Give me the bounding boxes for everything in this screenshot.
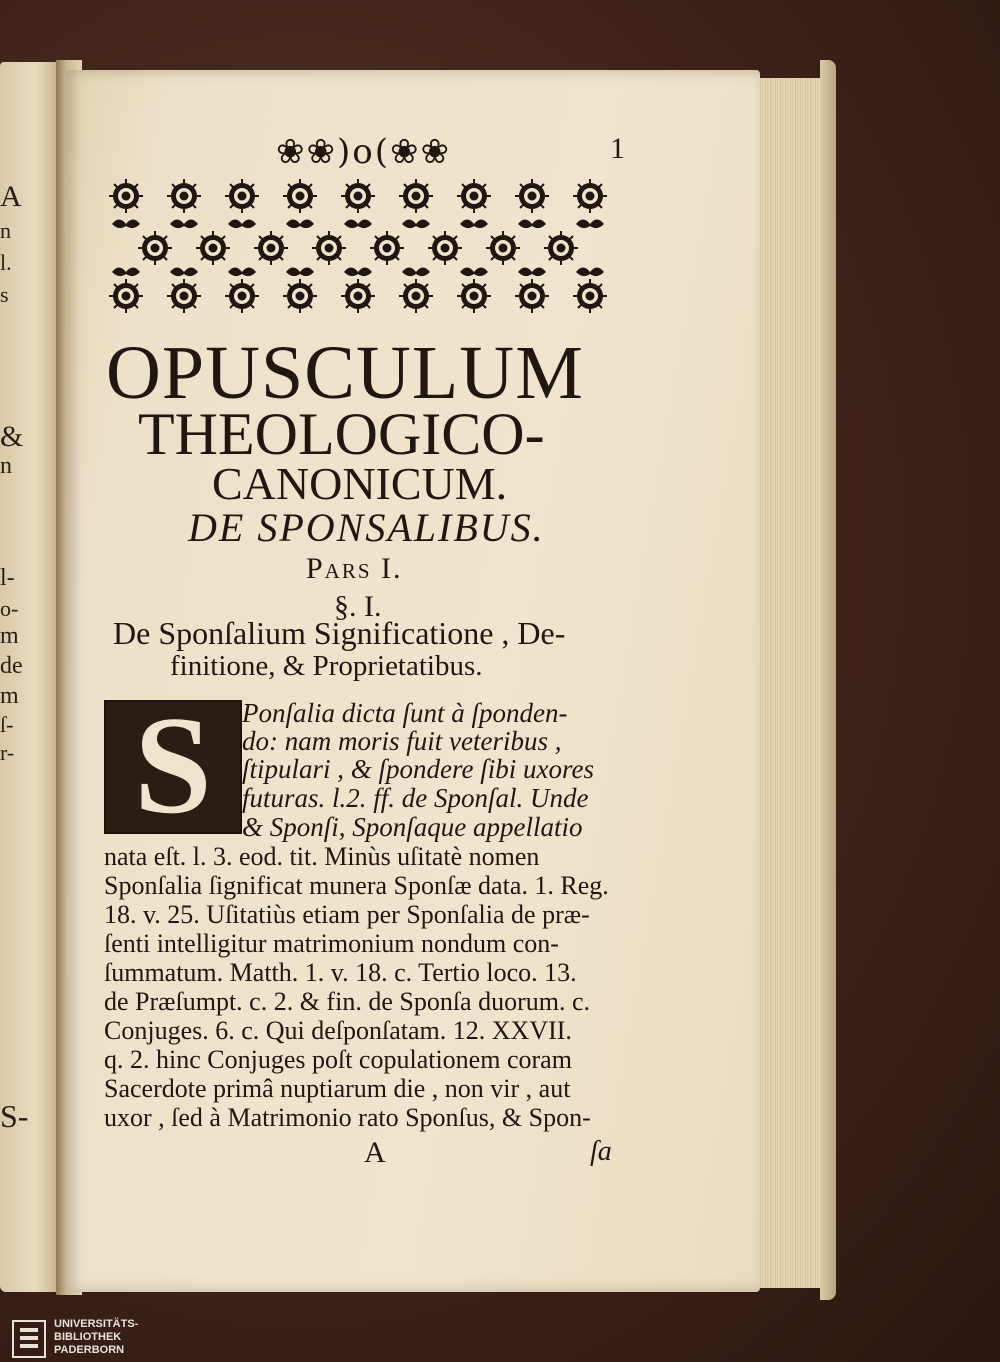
body-line: ſtipulari , & ſpondere ſibi uxores	[242, 754, 594, 784]
left-page-fragment: de	[0, 653, 23, 679]
body-line: Ponſalia dicta ſunt à ſponden-	[242, 698, 568, 728]
drop-cap-letter: S	[134, 688, 212, 843]
body-line: nata eſt. l. 3. eod. tit. Minùs uſitatè nomen	[104, 842, 540, 871]
body-line: Conjuges. 6. c. Qui deſponſatam. 12. XXVII.	[104, 1016, 572, 1045]
section-heading-line-2: finitione, & Proprietatibus.	[170, 650, 483, 682]
left-page-fragment: ſ-	[0, 712, 14, 737]
section-heading-line-1: De Sponſalium Significatione , De-	[113, 615, 566, 651]
cover-edge	[820, 60, 836, 1300]
page-edges	[756, 78, 828, 1288]
title-line-theologico: THEOLOGICO-	[138, 401, 545, 467]
part-label: Pars I.	[306, 552, 403, 585]
left-page-fragment: s	[0, 282, 9, 307]
header-ornament: ❀❀)o(❀❀	[276, 132, 451, 172]
body-line: Sacerdote primâ nuptiarum die , non vir , aut	[104, 1074, 571, 1103]
floral-headpiece-ornament	[104, 176, 626, 314]
body-line: q. 2. hinc Conjuges poſt copulationem coram	[104, 1045, 572, 1074]
library-logo-icon	[12, 1320, 46, 1358]
body-line: & Sponſi, Sponſaque appellatio	[242, 812, 583, 842]
body-line: ſummatum. Matth. 1. v. 18. c. Tertio loco. 13.	[104, 958, 577, 987]
left-page-fragment: &	[0, 420, 24, 453]
ornament-row-top	[109, 179, 607, 213]
logo-text-line-3: PADERBORN	[54, 1344, 125, 1356]
left-page-fragment: m	[0, 683, 19, 709]
left-page-fragment: l-	[0, 565, 15, 591]
title-line-de-sponsalibus: DE SPONSALIBUS.	[188, 505, 545, 550]
library-logo	[6, 1316, 156, 1362]
left-page-fragment: A	[0, 180, 22, 213]
logo-text-line-2: BIBLIOTHEK	[54, 1331, 122, 1343]
body-line: de Præſumpt. c. 2. & fin. de Sponſa duorum. c.	[104, 987, 591, 1016]
catchword: ſa	[590, 1136, 612, 1167]
decorated-drop-cap	[104, 688, 242, 843]
body-line: do: nam moris fuit veteribus ,	[242, 726, 562, 756]
title-line-opusculum: OPUSCULUM	[106, 331, 584, 415]
left-page-fragment: n	[0, 218, 11, 243]
left-page-fragment: S-	[0, 1098, 29, 1134]
signature-mark: A	[364, 1136, 386, 1169]
body-line: uxor , ſed à Matrimonio rato Sponſus, & Spon-	[104, 1103, 591, 1132]
left-page-fragment: o-	[0, 596, 19, 621]
logo-text-line-1: UNIVERSITÄTS-	[54, 1318, 139, 1330]
title-line-canonicum: CANONICUM.	[212, 458, 508, 509]
page-number: 1	[610, 132, 625, 165]
previous-page-edge	[0, 62, 64, 1292]
body-line: Sponſalia ſignificat munera Sponſæ data. 1. Reg.	[104, 871, 609, 900]
left-page-fragment: r-	[0, 740, 15, 765]
left-page-fragment: n	[0, 453, 12, 479]
body-line: 18. v. 25. Uſitatiùs etiam per Sponſalia de præ-	[104, 900, 590, 929]
left-page-fragment: l.	[0, 250, 12, 275]
left-page-fragment: m	[0, 623, 19, 649]
body-line: ſenti intelligitur matrimonium nondum con-	[104, 929, 559, 958]
section-mark: §. I.	[334, 590, 382, 623]
body-line: futuras. l.2. ff. de Sponſal. Unde	[242, 783, 589, 813]
